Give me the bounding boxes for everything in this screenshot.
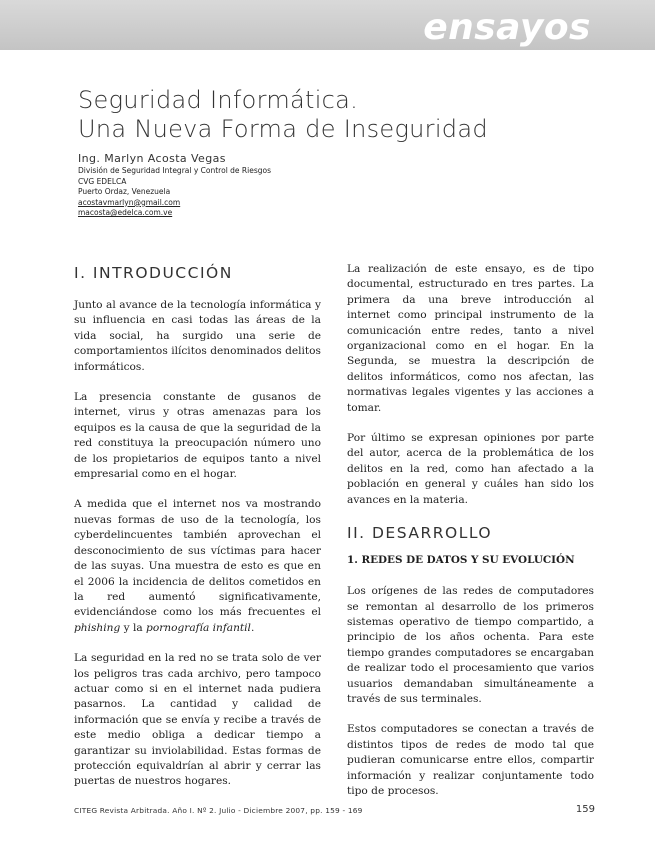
body-paragraph: Junto al avance de la tecnología informática y su influencia en casi todas las áreas de la vida social, ha surgido una serie de comportamientos ilícitos denominados delitos informáticos. bbox=[74, 299, 321, 373]
page-number: 159 bbox=[575, 804, 595, 815]
title-line-1: Seguridad Informática. bbox=[78, 86, 359, 114]
body-paragraph: La realización de este ensayo, es de tipo documental, estructurado en tres partes. La primera da una breve introducción al internet como principal instrumento de la comunicación entre redes, tanto a nivel organizacional como en el hogar. En la Segunda, se muestra la descripción de delitos informáticos, como nos afectan, las normativas legales vigentes y las acciones a tomar. bbox=[347, 263, 594, 414]
left-column bbox=[74, 262, 321, 790]
affiliation-line: Puerto Ordaz, Venezuela bbox=[78, 187, 171, 196]
title-line-2: Una Nueva Forma de Inseguridad bbox=[78, 115, 488, 143]
emphasis-pornografia: pornografía infantil bbox=[146, 621, 251, 634]
body-paragraph: La seguridad en la red no se trata solo de ver los peligros tras cada archivo, pero tampoco actuar como si en el internet nada pudiera pasarnos. La cantidad y calidad de información que se envía y recibe a través de este medio obliga a dedicar tiempo a garantizar su inviolabilidad. Estas formas de protección equivaldrían al abrir y cerrar las puertas de nuestros hogares. bbox=[74, 652, 321, 788]
paragraph-text: A medida que el internet nos va mostrando nuevas formas de uso de la tecnología, los cyberdelincuentes también aprovechan el desconocimiento de sus víctimas para hacer de las suyas. Una muestra de esto es que en el 2006 la incidencia de delitos cometidos en la red aumentó significativamente, evidenciándose como los más frecuentes el bbox=[74, 498, 321, 619]
section-heading-desarrollo: II. DESARROLLO bbox=[347, 524, 493, 543]
body-paragraph: Los orígenes de las redes de computadores se remontan al desarrollo de los primeros sistemas operativo de tiempo compartido, a principio de los años ochenta. Para este tiempo grandes computadores se encargaban de realizar todo el procesamiento que varios usuarios demandaban simultáneamente a través de sus terminales. bbox=[347, 585, 594, 705]
paragraph-text: . bbox=[250, 621, 255, 634]
emphasis-phishing: phishing bbox=[74, 621, 121, 634]
affiliation-line: División de Seguridad Integral y Control de Riesgos bbox=[78, 166, 271, 175]
header-bar bbox=[0, 0, 655, 50]
paragraph-text: y la bbox=[120, 621, 147, 634]
body-paragraph bbox=[74, 497, 321, 636]
section-heading-introduccion: I. INTRODUCCIÓN bbox=[74, 264, 233, 282]
author-email-link[interactable]: macosta@edelca.com.ve bbox=[78, 208, 173, 217]
section-label: ensayos bbox=[423, 7, 591, 48]
body-paragraph: La presencia constante de gusanos de internet, virus y otras amenazas para los equipos es la causa de que la seguridad de la red constituya la preocupación número uno de los propietarios de equipos tanto a nivel empresarial como en el hogar. bbox=[74, 391, 321, 481]
right-column bbox=[347, 262, 594, 799]
subsection-heading: 1. REDES DE DATOS Y SU EVOLUCIÓN bbox=[347, 554, 575, 567]
article-title bbox=[78, 86, 598, 144]
body-paragraph: Estos computadores se conectan a través de distintos tipos de redes de modo tal que pudieran comunicarse entre ellos, compartir información y realizar conjuntamente todo tipo de procesos. bbox=[347, 723, 594, 797]
affiliation-line: CVG EDELCA bbox=[78, 176, 127, 186]
author-block bbox=[78, 152, 378, 219]
body-paragraph: Por último se expresan opiniones por parte del autor, acerca de la problemática de los delitos en la red, como han afectado a la población en general y cuáles han sido los avances en la materia. bbox=[347, 432, 594, 506]
author-name: Ing. Marlyn Acosta Vegas bbox=[78, 152, 226, 165]
footer-citation: CITEG Revista Arbitrada. Año I. Nº 2. Julio - Diciembre 2007, pp. 159 - 169 bbox=[74, 806, 363, 815]
author-email-link[interactable]: acostavmarlyn@gmail.com bbox=[78, 197, 181, 207]
